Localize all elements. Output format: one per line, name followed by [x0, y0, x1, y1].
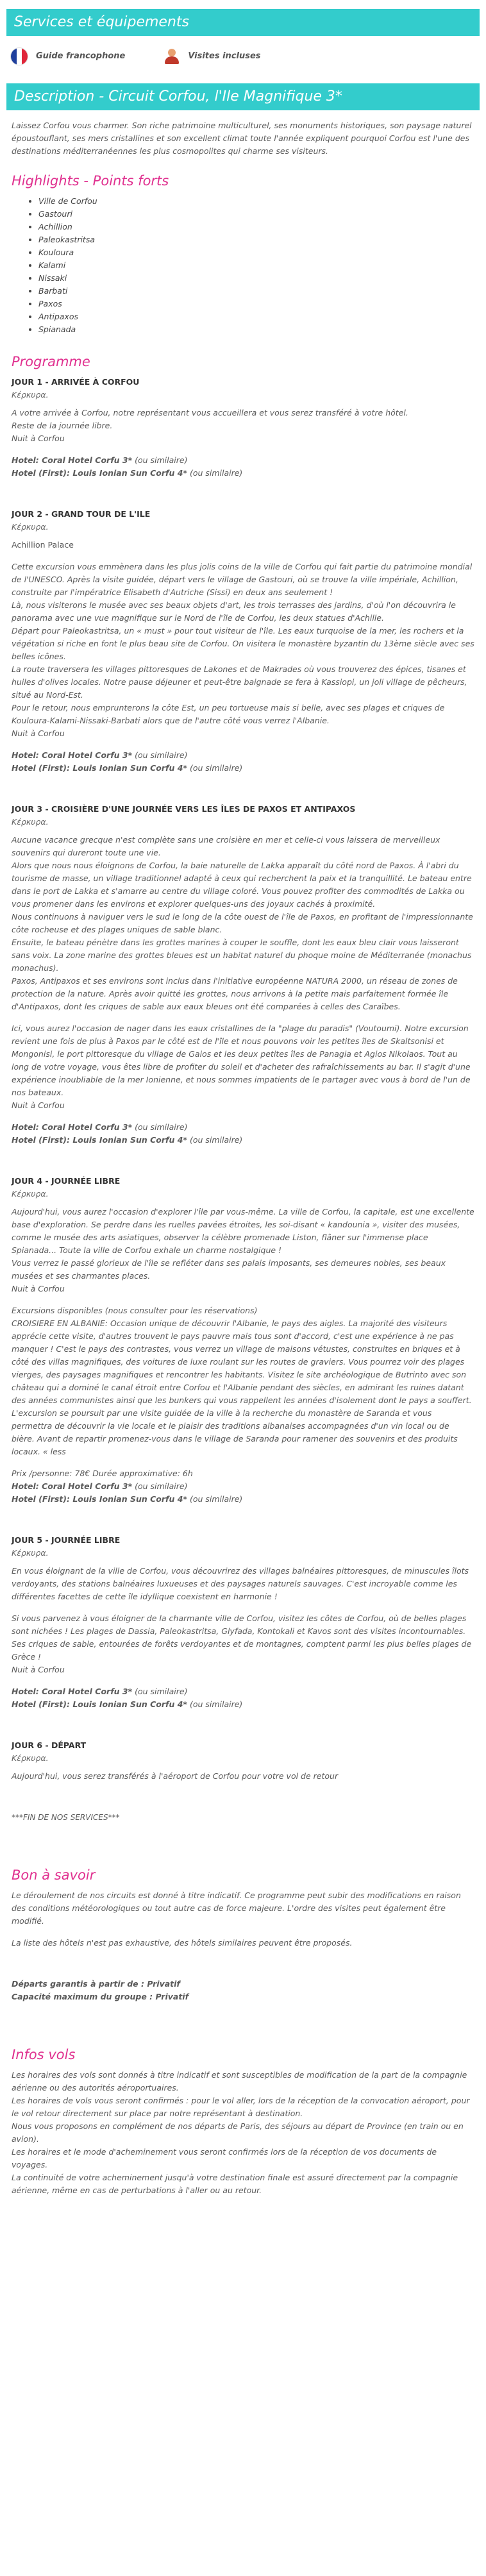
day-paragraph: Si vous parvenez à vous éloigner de la charmante ville de Corfou, visitez les côtes de Corfou, où de belles plages sont nichées ! Les plages de Dassia, Paleokastritsa, Glyfada, Kontokali et Kavos sont des visites incontournables. Ses criques de sable, entourées de forêts verdoyantes et de montagnes, comptent parmi les plus belles plages de Grèce ! [12, 1613, 472, 1662]
programme-title: Programme [12, 354, 90, 369]
french-flag-icon [10, 47, 28, 65]
highlights-title: Highlights - Points forts [12, 173, 169, 189]
hotel-first: Hotel (First): Louis Ionian Sun Corfu 4* (ou similaire) [12, 1699, 243, 1709]
list-item: • Kalami [38, 259, 480, 272]
list-item: • Gastouri [38, 208, 480, 221]
day-2 [6, 508, 480, 775]
day-paragraph: Reste de la journée libre. [12, 421, 113, 430]
day-location: Κέρκυρα. [12, 522, 49, 532]
info-paragraph: Nous vous proposons en complément de nos départs de Paris, des séjours au départ de Province (en train ou en avion). [12, 2121, 464, 2144]
list-item: • Kouloura [38, 246, 480, 259]
tour-guide-icon [163, 48, 180, 65]
day-paragraph: Vous verrez le passé glorieux de l'île se refléter dans ses palais imposants, ses demeures nobles, ses beaux musées et ses charmantes places. [12, 1258, 446, 1281]
services-row [6, 36, 480, 83]
services-title: Services et équipements [14, 14, 189, 30]
day-5 [6, 1534, 480, 1711]
day-6 [6, 1739, 480, 1783]
info-paragraph: La continuité de votre acheminement jusqu'à votre destination finale est assuré directement par la compagnie aérienne, même en cas de perturbations à l'aller ou au retour. [12, 2173, 458, 2195]
infos-vols-title: Infos vols [12, 2047, 76, 2062]
day-location: Κέρκυρα. [12, 1189, 49, 1199]
capacite-max: Capacité maximum du groupe : Privatif [12, 1992, 189, 2001]
day-paragraph: Départ pour Paleokastritsa, un « must » pour tout visiteur de l'île. Les eaux turquoise de la mer, les rochers et la végétation si riche en font le plus beau site de Corfou. On visitera le monastère byzantin du 13ème siècle avec ses belles icônes. [12, 626, 474, 661]
service-visits [163, 48, 260, 65]
end-of-services: ***FIN DE NOS SERVICES*** [12, 1813, 120, 1822]
info-paragraph: Le déroulement de nos circuits est donné à titre indicatif. Ce programme peut subir des modifications en raison des conditions météorologiques ou tout autre cas de force majeure. L'ordre des visites peut également être modifié. [12, 1890, 461, 1926]
day-title: JOUR 4 - JOURNÉE LIBRE [12, 1176, 121, 1186]
departs-garantis: Départs garantis à partir de : Privatif [12, 1979, 180, 1989]
list-item: • Paleokastritsa [38, 233, 480, 246]
day-paragraph: Pour le retour, nous emprunterons la côte Est, un peu tortueuse mais si belle, avec ses plages et criques de Kouloura-Kalami-Nissaki-Barbati alors que de l'autre côté vous verrez l'Albanie. [12, 703, 445, 725]
day-paragraph: Nuit à Corfou [12, 728, 65, 738]
list-item: • Nissaki [38, 272, 480, 285]
day-paragraph: Aujourd'hui, vous serez transférés à l'aéroport de Corfou pour votre vol de retour [12, 1771, 339, 1781]
list-item: • Barbati [38, 285, 480, 298]
hotel-standard: Hotel: Coral Hotel Corfu 3* (ou similaire) [12, 455, 188, 465]
day-4 [6, 1175, 480, 1506]
day-paragraph: Aujourd'hui, vous aurez l'occasion d'explorer l'île par vous-même. La ville de Corfou, la capitale, est une excellente base d'exploration. Se perdre dans les ruelles pavées étroites, les soi-disant « kandounia », visiter des musées, comme le musée des arts asiatiques, observer la célèbre promenade Liston, flâner sur l'immense place Spianada... Toute la ville de Corfou exhale un charme nostalgique ! [12, 1207, 474, 1255]
day-paragraph: Nuit à Corfou [12, 434, 65, 443]
day-paragraph: Nous continuons à naviguer vers le sud le long de la côte ouest de l'île de Paxos, en profitant de l'impressionnante côte rocheuse et des plages uniques de sable blanc. [12, 912, 473, 934]
info-paragraph: Les horaires de vols vous seront confirmés : pour le vol aller, lors de la réception de la convocation aéroport, pour le vol retour directement sur place par notre représentant à destination. [12, 2096, 470, 2118]
hotel-first: Hotel (First): Louis Ionian Sun Corfu 4* (ou similaire) [12, 468, 243, 478]
hotel-standard: Hotel: Coral Hotel Corfu 3* (ou similaire) [12, 1481, 188, 1491]
day-1 [6, 376, 480, 480]
services-banner [6, 9, 480, 36]
hotel-standard: Hotel: Coral Hotel Corfu 3* (ou similaire) [12, 1687, 188, 1696]
day-title: JOUR 3 - CROISIÈRE D'UNE JOURNÉE VERS LES ÎLES DE PAXOS ET ANTIPAXOS [12, 804, 356, 814]
day-paragraph: A votre arrivée à Corfou, notre représentant vous accueillera et vous serez transféré à votre hôtel. [12, 408, 408, 417]
description-title: Description - Circuit Corfou, l'Ile Magnifique 3* [14, 88, 342, 105]
day-location: Κέρκυρα. [12, 817, 49, 827]
hotel-standard: Hotel: Coral Hotel Corfu 3* (ou similaire) [12, 1122, 188, 1132]
description-intro: Laissez Corfou vous charmer. Son riche patrimoine multiculturel, ses monuments historiques, son paysage naturel époustouflant, ses mers cristallines et son excellent climat toute l'année expliquent pourquoi Corfou est l'une des destinations méditerranéennes les plus cosmopolites qui charme ses visiteurs. [12, 121, 472, 156]
day-paragraph: Nuit à Corfou [12, 1665, 65, 1674]
day-paragraph: Cette excursion vous emmènera dans les plus jolis coins de la ville de Corfou qui fait partie du patrimoine mondial de l'UNESCO. Après la visite guidée, départ vers le village de Gastouri, où se trouve la ville impériale, Achillion, construite par l'impératrice Elisabeth d'Autriche (Sissi) en deux ans seulement ! [12, 562, 473, 597]
day-3 [6, 803, 480, 1147]
day-title: JOUR 2 - GRAND TOUR DE L'ILE [12, 509, 151, 519]
bon-a-savoir-title: Bon à savoir [12, 1867, 96, 1883]
infos-vols-section [6, 2069, 480, 2197]
page [0, 9, 486, 2214]
description-banner [6, 83, 480, 110]
info-paragraph: La liste des hôtels n'est pas exhaustive, des hôtels similaires peuvent être proposés. [12, 1938, 353, 1948]
day-paragraph: Alors que nous nous éloignons de Corfou, la baie naturelle de Lakka apparaît du côté nord de Paxos. À l'abri du tourisme de masse, un village traditionnel adapté à ceux qui recherchent la paix et la tranquillité. Le bateau entre dans le port de Lakka et s'amarre au centre du village coloré. Vous pouvez profiter des commodités de Lakka ou vous promener dans les environs et explorer quelques-uns des joyaux cachés à proximité. [12, 861, 472, 909]
bon-a-savoir-section [6, 1889, 480, 2003]
service-guide [10, 47, 125, 65]
day-title: JOUR 1 - ARRIVÉE À CORFOU [12, 377, 140, 387]
excursions-heading: Excursions disponibles (nous consulter pour les réservations) [12, 1306, 258, 1315]
list-item: • Antipaxos [38, 310, 480, 323]
day-subtitle: Achillion Palace [12, 540, 74, 550]
day-paragraph: Là, nous visiterons le musée avec ses beaux objets d'art, les trois terrasses des jardins, d'où l'on découvrira le panorama avec une vue magnifique sur le Nord de l'île de Corfou, les deux statues d'Achille. [12, 600, 456, 623]
service-guide-label: Guide francophone [36, 51, 126, 61]
day-title: JOUR 5 - JOURNÉE LIBRE [12, 1535, 121, 1545]
list-item: • Paxos [38, 298, 480, 310]
highlights-list [26, 195, 480, 336]
day-paragraph: Ici, vous aurez l'occasion de nager dans les eaux cristallines de la "plage du paradis" (Voutoumi). Notre excursion revient une fois de plus à Paxos par le côté est de l'île et nous pouvons voir les petites îles de Skaltsonisi et Mongonisi, le port pittoresque du village de Gaios et les deux petites îles de Panagia et Agios Nikolaos. Tout au long de votre voyage, vous êtes libre de profiter du soleil et d'acheter des rafraîchissements au bar. Il s'agit d'une expérience inoubliable de la mer Ionienne, et nous sommes impatients de le partager avec vous à bord de l'un de nos bateaux. [12, 1023, 471, 1097]
excursion-price: Prix /personne: 78€ Durée approximative: 6h [12, 1469, 193, 1478]
day-title: JOUR 6 - DÉPART [12, 1740, 87, 1750]
hotel-first: Hotel (First): Louis Ionian Sun Corfu 4* (ou similaire) [12, 1135, 243, 1145]
info-paragraph: Les horaires des vols sont donnés à titre indicatif et sont susceptibles de modification de la part de la compagnie aérienne ou des autorités aéroportuaires. [12, 2070, 467, 2092]
day-paragraph: Aucune vacance grecque n'est complète sans une croisière en mer et celle-ci vous laissera de merveilleux souvenirs qui dureront toute une vie. [12, 835, 440, 857]
day-location: Κέρκυρα. [12, 390, 49, 400]
hotel-first: Hotel (First): Louis Ionian Sun Corfu 4* (ou similaire) [12, 763, 243, 773]
day-paragraph: Nuit à Corfou [12, 1100, 65, 1110]
day-location: Κέρκυρα. [12, 1548, 49, 1558]
service-visits-label: Visites incluses [188, 51, 261, 61]
info-paragraph: Les horaires et le mode d'acheminement vous seront confirmés lors de la réception de vos documents de voyages. [12, 2147, 437, 2169]
day-paragraph: En vous éloignant de la ville de Corfou, vous découvrirez des villages balnéaires pittoresques, de minuscules îlots verdoyants, des stations balnéaires luxueuses et des paysages naturels sauvages. C'est incroyable comme les différentes facettes de cette île idyllique coexistent en harmonie ! [12, 1566, 469, 1601]
day-paragraph: Ensuite, le bateau pénètre dans les grottes marines à couper le souffle, dont les eaux bleu clair vous laisseront sans voix. La zone marine des grottes bleues est un habitat naturel du phoque moine de Méditerranée (monachus monachus). [12, 938, 472, 973]
day-paragraph: La route traversera les villages pittoresques de Lakones et de Makrades où vous trouverez des épices, tisanes et huiles d'olives locales. Notre pause déjeuner et peut-être baignade se fera à Kassiopi, un joli village de pêcheurs, situé au Nord-Est. [12, 664, 467, 700]
day-paragraph: Paxos, Antipaxos et ses environs sont inclus dans l'initiative européenne NATURA 2000, un réseau de zones de protection de la nature. Après avoir quitté les grottes, nous arrivons à la petite mais parfaitement formée île d'Antipaxos, dont les criques de sable aux eaux bleues ont été comparées à celles des Caraïbes. [12, 976, 458, 1011]
list-item: • Ville de Corfou [38, 195, 480, 208]
hotel-first: Hotel (First): Louis Ionian Sun Corfu 4* (ou similaire) [12, 1494, 243, 1504]
day-location: Κέρκυρα. [12, 1753, 49, 1763]
hotel-standard: Hotel: Coral Hotel Corfu 3* (ou similaire) [12, 750, 188, 760]
excursion-albania: CROISIERE EN ALBANIE: Occasion unique de découvrir l'Albanie, le pays des aigles. La majorité des visiteurs apprécie cette visite, d'autres trouvent le pays pauvre mais tous sont d'accord, c'est une expérience à ne pas manquer ! C'est le pays des contrastes, vous verrez un village de maisons vétustes, construites en briques et à côté des villas magnifiques, des voitures de luxe roulant sur les routes de graviers. Vous pourrez voir des plages vierges, des paysages magnifiques et rencontrer les habitants. Visitez le site archéologique de Butrinto avec son château qui a dominé le canal étroit entre Corfou et l'Albanie pendant des siècles, en admirant les ruines datant des années communistes ainsi que les bunkers qui vous rappellent les années d'isolement dont le pays a souffert. L'excursion se poursuit par une visite guidée de la ville à la recherche du monastère de Saranda et vous permettra de découvrir la vie locale et le plaisir des traditions albanaises accompagnées d'un vin local ou de bière. Avant de repartir promenez-vous dans le village de Saranda pour ramener des souvenirs et des produits locaux. « less [12, 1318, 472, 1456]
day-paragraph: Nuit à Corfou [12, 1284, 65, 1293]
list-item: • Achillion [38, 221, 480, 233]
list-item: • Spianada [38, 323, 480, 336]
